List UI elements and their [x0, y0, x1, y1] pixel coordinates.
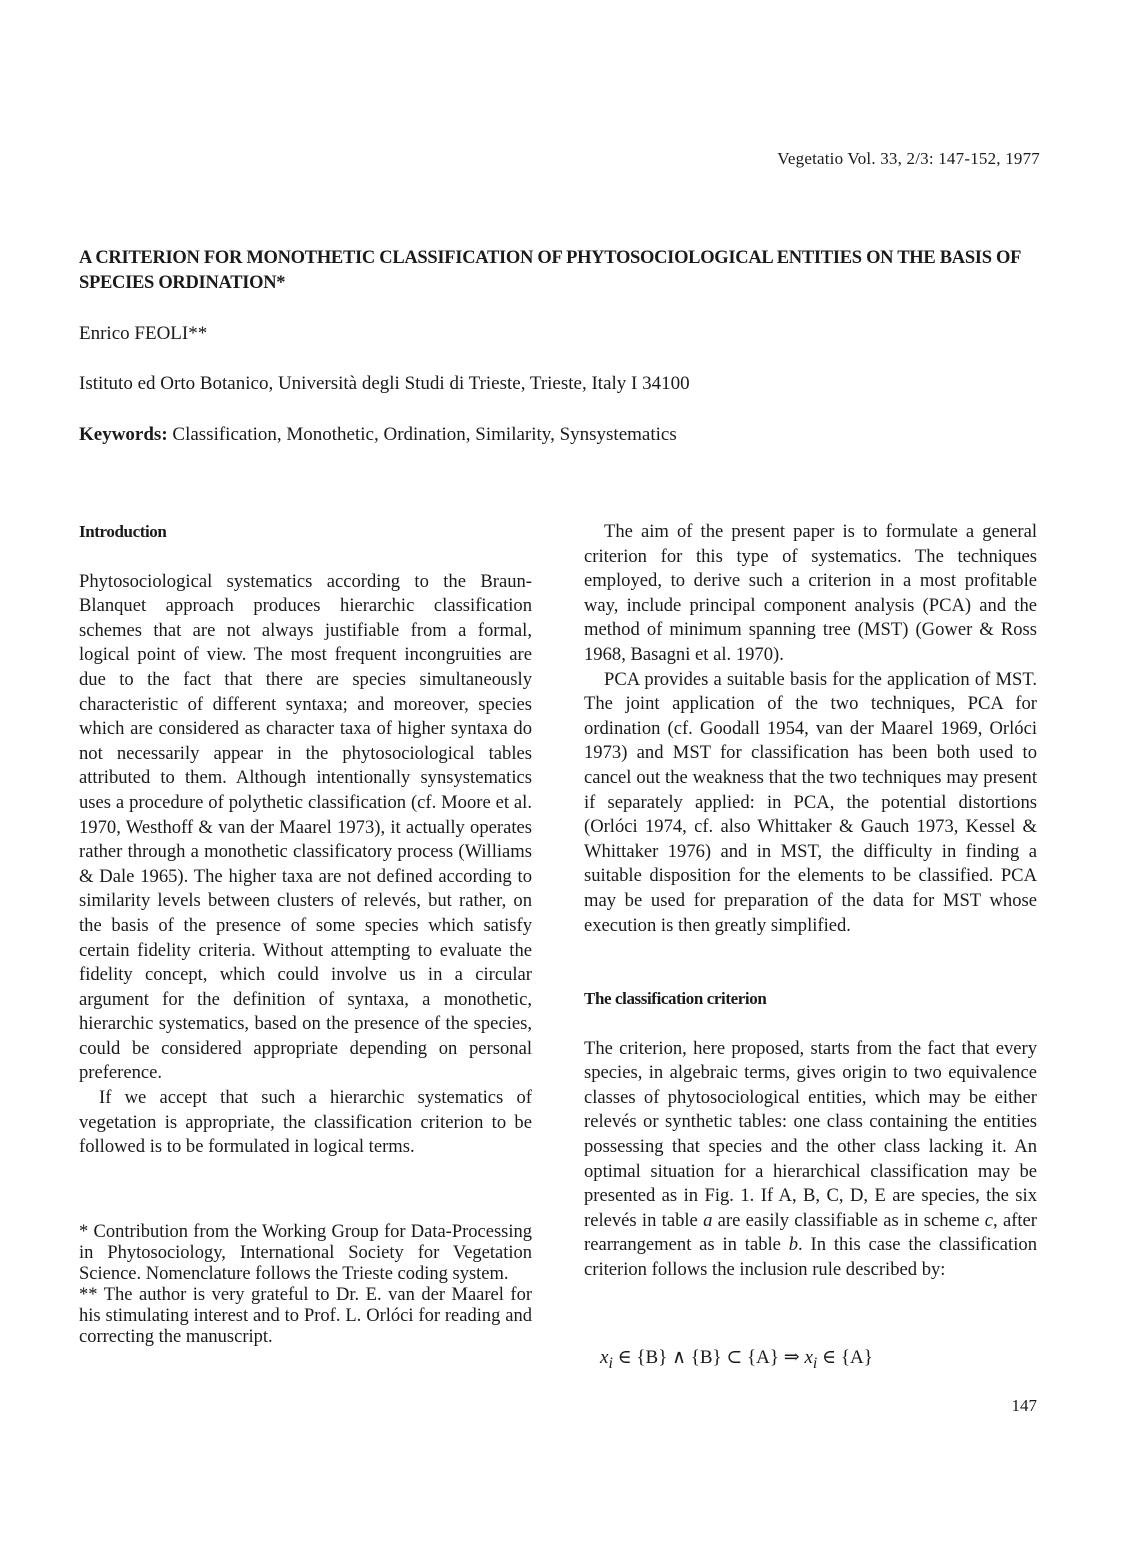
affiliation: Istituto ed Orto Botanico, Università degli Studi di Trieste, Trieste, Italy I 34100 [79, 373, 690, 394]
footnote-2: ** The author is very grateful to Dr. E. van der Maarel for his stimulating interest and to Prof. L. Orlóci for reading and correcting the manuscript. [79, 1285, 532, 1347]
section-heading-introduction: Introduction [79, 522, 167, 541]
paper-title: A CRITERION FOR MONOTHETIC CLASSIFICATION OF PHYTOSOCIOLOGICAL ENTITIES ON THE BASIS OF SPECIES ORDINATION* [79, 248, 1021, 293]
author-name: Enrico FEOLI** [79, 323, 208, 344]
keywords-label: Keywords: [79, 424, 168, 445]
footnotes [79, 1222, 532, 1348]
keywords-text: Classification, Monothetic, Ordination, Similarity, Synsystematics [167, 424, 677, 445]
page-number: 147 [1011, 1396, 1037, 1415]
section-heading-criterion: The classification criterion [584, 989, 767, 1009]
footnote-1: * Contribution from the Working Group for Data-Processing in Phytosociology, International Society for Vegetation Science. Nomenclature follows the Trieste coding system. [79, 1222, 532, 1284]
keywords [79, 424, 677, 446]
right-column [584, 520, 1037, 1283]
body-paragraph-pca: PCA provides a suitable basis for the application of MST. The joint application of the two techniques, PCA for ordination (cf. Goodall 1954, van der Maarel 1969, Orlóci 1973) and MST for classification has been both used to cancel out the weakness that the two techniques may present if separately applied: in PCA, the potential distortions (Orlóci 1974, cf. also Whittaker & Gauch 1973, Kessel & Whittaker 1976) and in MST, the difficulty in finding a suitable disposition for the elements to be classified. PCA may be used for preparation of the data for MST whose execution is then greatly simplified. [584, 668, 1037, 936]
intro-paragraph-1: Phytosociological systematics according to the Braun-Blanquet approach produces hierarchic classification schemes that are not always justifiable from a formal, logical point of view. The most frequent incongruities are due to the fact that there are species simultaneously characteristic of different syntaxa; and moreover, species which are considered as character taxa of higher syntaxa do not necessarily appear in the phytosociological tables attributed to them. Although intentionally synsystematics uses a procedure of polythetic classification (cf. Moore et al. 1970, Westhoff & van der Maarel 1973), it actually operates rather through a monothetic classificatory process (Williams & Dale 1965). The higher taxa are not defined according to similarity levels between clusters of relevés, but rather, on the basis of the presence of some species which satisfy certain fidelity criteria. Without attempting to evaluate the fidelity concept, which could involve us in a circular argument for the definition of syntaxa, a monothetic, hierarchic systematics, based on the presence of the species, could be considered appropriate depending on personal preference. [79, 570, 532, 1084]
intro-paragraph-2: If we accept that such a hierarchic systematics of vegetation is appropriate, the classification criterion to be followed is to be formulated in logical terms. [79, 1087, 532, 1158]
journal-citation: Vegetatio Vol. 33, 2/3: 147-152, 1977 [777, 149, 1040, 168]
body-paragraph-aim: The aim of the present paper is to formulate a general criterion for this type of systematics. The techniques employed, to derive such a criterion in a most profitable way, include principal component analysis (PCA) and the method of minimum spanning tree (MST) (Gower & Ross 1968, Basagni et al. 1970). [584, 521, 1037, 665]
body-paragraph-criterion: The criterion, here proposed, starts from the fact that every species, in algebraic terms, gives origin to two equivalence classes of phytosociological entities, which may be either relevés or synthetic tables: one class containing the entities possessing that species and the other class lacking it. An optimal situation for a hierarchical classification may be presented as in Fig. 1. If A, B, C, D, E are species, the six relevés in table a are easily classifiable as in scheme c, after rearrangement as in table b. In this case the classification criterion follows the inclusion rule described by: [584, 1037, 1037, 1281]
inclusion-rule-formula: $x_i$ ∈ {B} ∧ {B} ⊂ {A} ⇒ $x_i$ ∈ {A} [600, 1347, 873, 1372]
left-column [79, 520, 532, 1160]
